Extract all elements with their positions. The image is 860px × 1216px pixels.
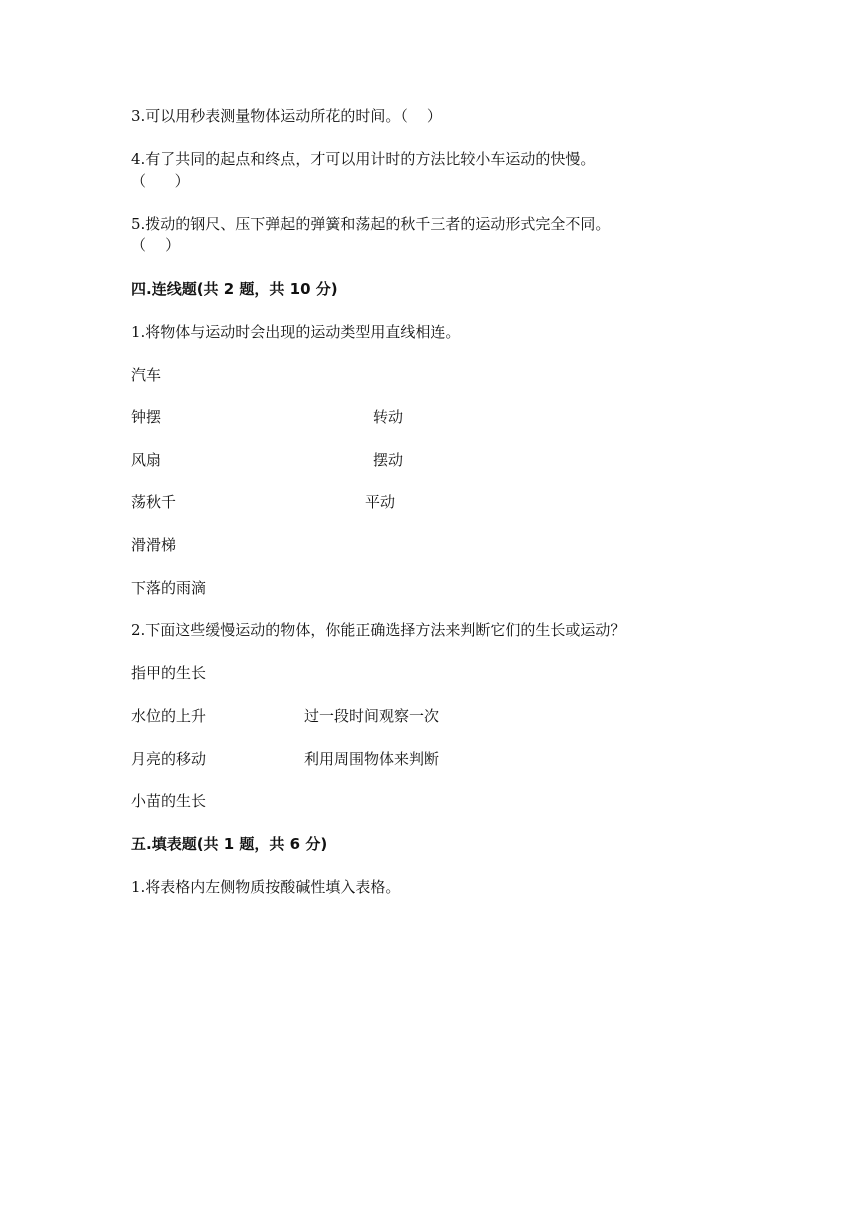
matching-left-item[interactable]: 水位的上升 [131,707,207,725]
judge-question-5-blank-line [131,235,180,255]
matching-left-item[interactable]: 风扇 [131,451,162,469]
matching-left-item[interactable]: 指甲的生长 [131,664,207,682]
judge-question-4-blank-line [131,171,190,191]
matching-right-item[interactable]: 利用周围物体来判断 [304,750,440,768]
matching-left-item[interactable]: 汽车 [131,366,162,384]
question-text: 4.有了共同的起点和终点，才可以用计时的方法比较小车运动的快慢。 [131,150,596,168]
matching-right-item[interactable]: 转动 [373,408,404,426]
question-text: 5.拨动的钢尺、压下弹起的弹簧和荡起的秋千三者的运动形式完全不同。 [131,215,611,233]
judge-question-5 [131,214,610,234]
answer-blank[interactable]: （ ） [131,236,181,254]
judge-question-3 [131,106,442,126]
matching-left-item[interactable]: 荡秋千 [131,493,177,511]
matching-question-2: 2.下面这些缓慢运动的物体，你能正确选择方法来判断它们的生长或运动？ [131,621,626,639]
section-4-title: 四.连线题(共 2 题，共 10 分) [131,280,338,298]
matching-left-item[interactable]: 钟摆 [131,408,162,426]
matching-right-item[interactable]: 过一段时间观察一次 [304,707,440,725]
table-question-1: 1.将表格内左侧物质按酸碱性填入表格。 [131,878,401,896]
matching-left-item[interactable]: 滑滑梯 [131,536,177,554]
matching-right-item[interactable]: 平动 [365,493,396,511]
matching-left-item[interactable]: 月亮的移动 [131,750,207,768]
section-5-title: 五.填表题(共 1 题，共 6 分) [131,835,328,853]
answer-blank[interactable]: （ ） [131,172,190,190]
matching-left-item[interactable]: 小苗的生长 [131,792,207,810]
judge-question-4 [131,149,595,169]
answer-blank[interactable]: （ ） [400,107,442,125]
question-text: 3.可以用秒表测量物体运动所花的时间。 [131,107,401,125]
matching-left-item[interactable]: 下落的雨滴 [131,579,207,597]
matching-question-1: 1.将物体与运动时会出现的运动类型用直线相连。 [131,323,461,341]
matching-right-item[interactable]: 摆动 [373,451,404,469]
